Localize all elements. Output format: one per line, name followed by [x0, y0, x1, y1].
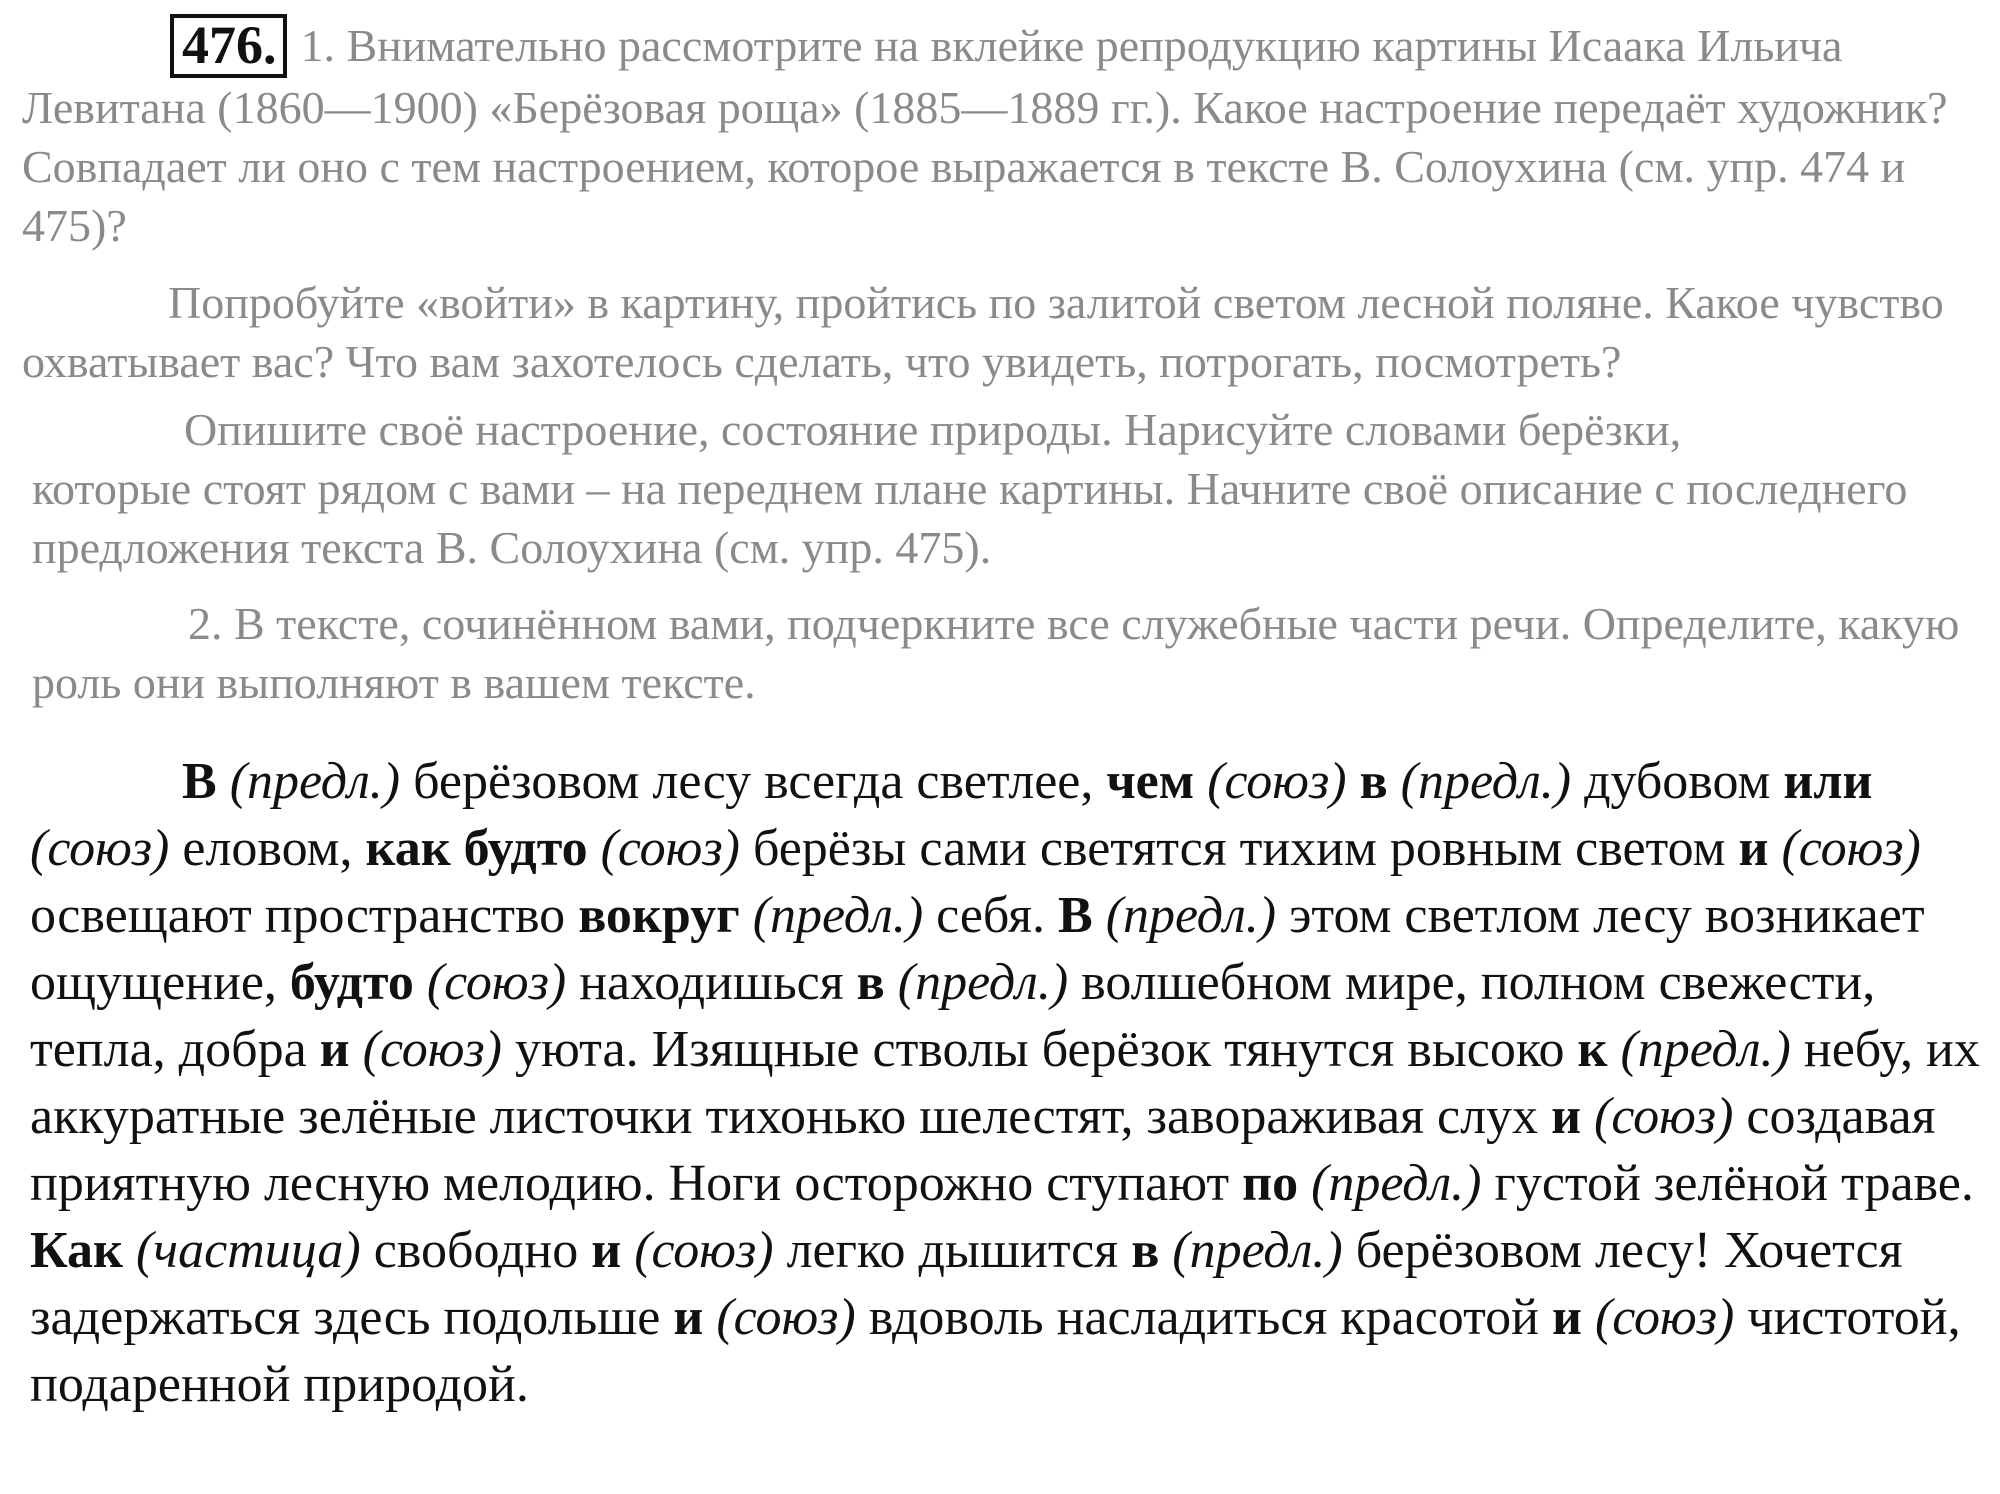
function-word: и — [1738, 820, 1769, 877]
function-word: как будто — [365, 820, 588, 877]
function-word: будто — [289, 954, 414, 1011]
function-word: вокруг — [578, 887, 740, 944]
answer-text-run — [217, 753, 230, 810]
answer-text — [30, 748, 1980, 1418]
answer-text-run — [1582, 1289, 1595, 1346]
task-paragraph-3 — [22, 400, 1982, 577]
answer-text-run: находишься — [566, 954, 857, 1011]
answer-text-run: берёзовом лесу всегда светлее, — [400, 753, 1107, 810]
answer-text-run — [414, 954, 427, 1011]
answer-text-run — [1607, 1021, 1620, 1078]
answer-text-run: чистотой, подаренной природой. — [30, 1289, 1961, 1413]
task-paragraph-1 — [22, 14, 1982, 255]
part-of-speech-label: (предл.) — [1400, 753, 1572, 810]
answer-text-run — [1388, 753, 1401, 810]
answer-text-run: уюта. Изящные стволы берёзок тянутся высоко — [502, 1021, 1578, 1078]
part-of-speech-label: (предл.) — [752, 887, 924, 944]
answer-text-run — [1159, 1222, 1172, 1279]
function-word: Как — [30, 1222, 123, 1279]
function-word: по — [1242, 1155, 1299, 1212]
task-paragraph-3-first-line: Опишите своё настроение, состояние природы. Нарисуйте словами берёзки, — [184, 404, 1682, 455]
part-of-speech-label: (союз) — [1207, 753, 1347, 810]
answer-text-run: небу, их аккуратные зелёные листочки тихонько шелестят, завораживая слух — [30, 1021, 1980, 1145]
answer-text-run — [740, 887, 753, 944]
task-paragraph-4: 2. В тексте, сочинённом вами, подчеркните все служебные части речи. Определите, какую роль они выполняют в вашем тексте. — [32, 598, 1960, 708]
answer-text-run — [123, 1222, 136, 1279]
function-word: к — [1577, 1021, 1608, 1078]
task-paragraph-1-text: 1. Внимательно рассмотрите на вклейке репродукцию картины Исаака Ильича Левитана (1860—1900) «Берёзовая роща» (1885—1889 гг.). Какое настроение передаёт художник? Совпадает ли оно с тем настроением, которое выражается в тексте В. Солоухина (см. упр. 474 и 475)? — [22, 20, 1948, 251]
answer-text-run — [1581, 1088, 1594, 1145]
answer-text-run: свободно — [360, 1222, 592, 1279]
answer-text-run: этом светлом лесу возникает ощущение, — [30, 887, 1925, 1011]
function-word: В — [1058, 887, 1093, 944]
function-word: или — [1783, 753, 1873, 810]
answer-text-run — [1298, 1155, 1311, 1212]
function-word: и — [1551, 1088, 1582, 1145]
answer-text-run: еловом, — [169, 820, 366, 877]
answer-text-run: вдоволь насладиться красотой — [855, 1289, 1552, 1346]
part-of-speech-label: (союз) — [716, 1289, 856, 1346]
function-word: в — [1131, 1222, 1160, 1279]
answer-text-run: волшебном мире, полном свежести, тепла, добра — [30, 954, 1876, 1078]
answer-text-run — [1194, 753, 1207, 810]
answer-text-run: освещают пространство — [30, 887, 579, 944]
function-word: чем — [1106, 753, 1195, 810]
exercise-number-box: 476. — [170, 14, 287, 78]
answer-text-run — [588, 820, 601, 877]
task-paragraph-2: Попробуйте «войти» в картину, пройтись по залитой светом лесной поляне. Какое чувство охватывает вас? Что вам захотелось сделать, что увидеть, потрогать, посмотреть? — [22, 277, 1944, 387]
part-of-speech-label: (предл.) — [229, 753, 401, 810]
part-of-speech-label: (предл.) — [1172, 1222, 1343, 1279]
answer-text-run — [621, 1222, 634, 1279]
part-of-speech-label: (союз) — [634, 1222, 774, 1279]
part-of-speech-label: (союз) — [362, 1021, 502, 1078]
part-of-speech-label: (союз) — [30, 820, 170, 877]
function-word: и — [319, 1021, 350, 1078]
function-word: и — [673, 1289, 704, 1346]
answer-text-run: берёзовом лесу! Хочется задержаться здесь подольше — [30, 1222, 1903, 1346]
part-of-speech-label: (союз) — [1781, 820, 1921, 877]
part-of-speech-label: (союз) — [600, 820, 740, 877]
answer-text-run — [1347, 753, 1360, 810]
task-paragraph-3-rest: которые стоят рядом с вами – на переднем плане картины. Начните своё описание с последнего предложения текста В. Солоухина (см. упр. 475). — [32, 463, 1908, 573]
answer-text-run: берёзы сами светятся тихим ровным светом — [739, 820, 1739, 877]
part-of-speech-label: (предл.) — [897, 954, 1069, 1011]
function-word: и — [591, 1222, 622, 1279]
function-word: в — [1359, 753, 1388, 810]
function-word: в — [856, 954, 885, 1011]
part-of-speech-label: (союз) — [1594, 1289, 1735, 1346]
answer-text-run — [703, 1289, 716, 1346]
part-of-speech-label: (предл.) — [1105, 887, 1277, 944]
answer-text-run — [885, 954, 898, 1011]
part-of-speech-label: (предл.) — [1620, 1021, 1791, 1078]
exercise-task — [22, 14, 1982, 712]
answer-text-run: создавая приятную лесную мелодию. Ноги осторожно ступают — [30, 1088, 1936, 1212]
answer-text-run: дубовом — [1571, 753, 1784, 810]
part-of-speech-label: (предл.) — [1311, 1155, 1482, 1212]
part-of-speech-label: (союз) — [1594, 1088, 1734, 1145]
answer-text-run: себя. — [923, 887, 1059, 944]
answer-text-run: густой зелёной траве. — [1481, 1155, 1974, 1212]
part-of-speech-label: (союз) — [426, 954, 567, 1011]
function-word: В — [182, 753, 217, 810]
part-of-speech-label: (частица) — [135, 1222, 361, 1279]
function-word: и — [1551, 1289, 1582, 1346]
answer-text-run: легко дышится — [773, 1222, 1132, 1279]
answer-text-run — [350, 1021, 363, 1078]
answer-text-run — [1093, 887, 1106, 944]
answer-text-run — [1768, 820, 1781, 877]
